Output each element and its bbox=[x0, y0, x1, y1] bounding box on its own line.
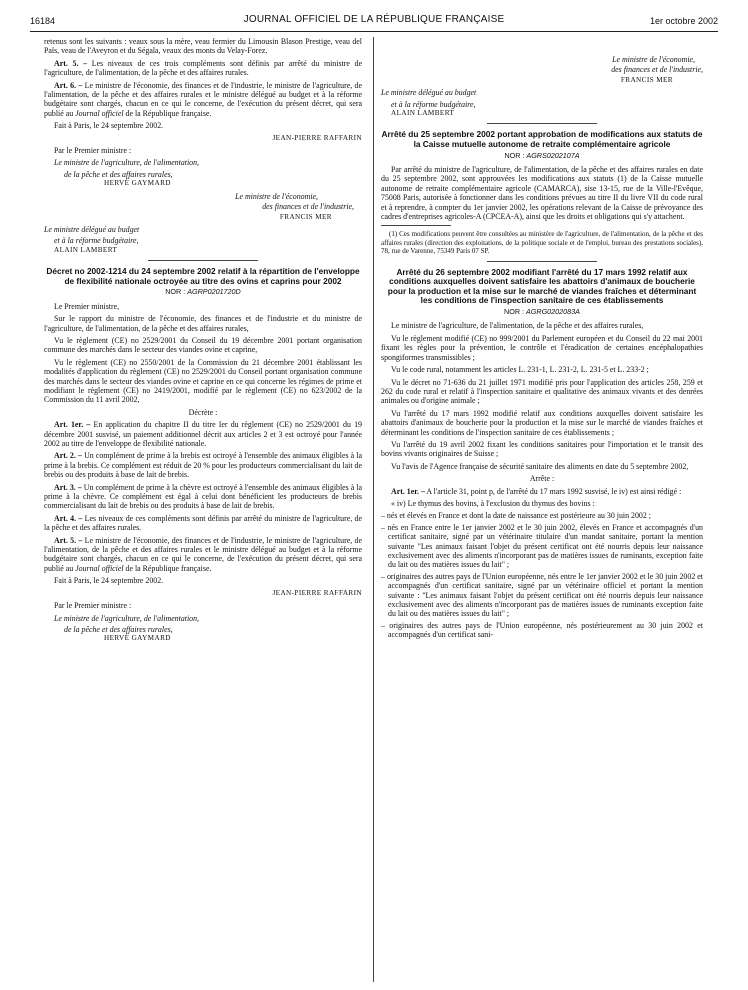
minister-agri-b: Le ministre de l'agriculture, de l'alimentation, bbox=[54, 613, 200, 623]
article-label: Art. 5. – bbox=[54, 535, 83, 545]
arrete-2-minister: Le ministre de l'agriculture, de l'alimentation, de la pêche et des affaires rurales, bbox=[391, 321, 644, 331]
signature-agri: HERVÉ GAYMARD bbox=[104, 179, 171, 188]
decree-article-1 bbox=[44, 420, 362, 448]
header-rule bbox=[30, 31, 718, 32]
journal-ref: Journal officiel bbox=[75, 108, 124, 118]
minister-agri-2: de la pêche et des affaires rurales, bbox=[64, 169, 173, 179]
minister-budget-r: Le ministre délégué au budget bbox=[381, 88, 477, 98]
journal-ref-tail: de la République française. bbox=[123, 108, 212, 118]
arrete-2-visa-6: Vu l'avis de l'Agence française de sécurité sanitaire des aliments en date du 5 septembre 2002, bbox=[391, 461, 689, 471]
signature-pm-2: JEAN-PIERRE RAFFARIN bbox=[272, 588, 362, 597]
article-text: Les niveaux de ces trois compléments sont définis par arrêté du ministre de l'agriculture, de l'alimentation, de la pêche et des affaires rurales. bbox=[44, 58, 362, 78]
signature-pm: JEAN-PIERRE RAFFARIN bbox=[272, 133, 362, 142]
footnote-rule bbox=[381, 225, 451, 226]
decree-decrete: Décrète : bbox=[188, 407, 218, 417]
arrete-2-arrete: Arrête : bbox=[529, 474, 555, 484]
article-text: Les niveaux de ces compléments sont définis par arrêté du ministre de l'agriculture, de la pêche et des affaires rurales. bbox=[44, 513, 362, 533]
journal-ref: Journal officiel bbox=[75, 563, 124, 573]
decree-pm: Le Premier ministre, bbox=[54, 301, 120, 311]
decree-article-3 bbox=[44, 483, 362, 511]
nor-label: NOR : bbox=[165, 287, 188, 297]
arrete-2-article-1 bbox=[381, 487, 703, 496]
article-label: Art. 4. – bbox=[54, 513, 83, 523]
arrete-1-body: Par arrêté du ministre de l'agriculture, de l'alimentation, de la pêche et des affaires rurales en date du 25 septembre 2002, sont approuvées les modifications aux statuts (1) de la Caisse mutuelle autonome de retraite complémentaire agricole (CAMARCA), sise 13-15, rue de la Ville-l'Evêque, 75008 Paris, autorisée à fonctionner dans les conditions prévues au titre II du livre VII du code rural et à reprendre, à compter du 1er janvier 2002, les opérations relevant de la Caisse de prévoyance des cadres d'entreprises agricoles-A (CPCEA-A), ainsi que les droits et obligations qui s'y attachent. bbox=[381, 165, 703, 222]
article-label: Art. 5. – bbox=[54, 58, 88, 68]
minister-eco-r: Le ministre de l'économie, bbox=[612, 55, 695, 64]
left-column bbox=[44, 37, 362, 647]
arrete-2-nor bbox=[381, 307, 703, 316]
minister-budget: Le ministre délégué au budget bbox=[44, 224, 140, 234]
article-text: Le ministre de l'économie, des finances et de l'industrie, le ministre de l'agriculture, de l'alimentation, de la pêche et des affaires rurales et le ministre délégué au budget et à la réforme budgétaire sont chargés, chacun en ce qui le concerne, de l'exécution du présent décret, qui sera publié au bbox=[44, 80, 362, 118]
intro-paragraph: retenus sont les suivants : veaux sous la mère, veau fermier du Limousin Blason Prestige, veau del Païs, veau de l'Aveyron et du Ségala, veaux des monts du Velay-Forez. bbox=[44, 37, 362, 56]
signature-budget: ALAIN LAMBERT bbox=[54, 245, 118, 254]
journal-ref-tail: de la République française. bbox=[123, 563, 212, 573]
nor-code: AGRG0202083A bbox=[526, 307, 580, 317]
page-header bbox=[30, 14, 718, 30]
arrete-2-visa-2: Vu le code rural, notamment les articles L. 231-1, L. 231-2, L. 231-5 et L. 233-2 ; bbox=[391, 365, 649, 375]
decree-visa-1: Sur le rapport du ministre de l'économie, des finances et de l'industrie et du ministre de l'agriculture, de l'alimentation, de la pêche et des affaires rurales, bbox=[44, 314, 362, 333]
list-item: – originaires des autres pays de l'Union européenne, nés postérieurement au 30 juin 2002 et accompagnés d'un certificat sani- bbox=[381, 620, 703, 640]
minister-agri: Le ministre de l'agriculture, de l'alimentation, bbox=[54, 158, 200, 168]
minister-eco-2: des finances et de l'industrie, bbox=[262, 202, 354, 212]
article-label: Art. 2. – bbox=[54, 451, 82, 461]
arrete-2-iv: « iv) Le thymus des bovins, à l'exclusion du thymus des bovins : bbox=[391, 498, 595, 508]
decree-nor bbox=[44, 287, 362, 296]
column-divider bbox=[373, 37, 374, 982]
article-text: A l'article 31, point p, de l'arrêté du 17 mars 1992 susvisé, le iv) est ainsi rédigé : bbox=[424, 486, 682, 496]
minister-eco-r-2: des finances et de l'industrie, bbox=[611, 65, 703, 75]
arrete-2-visa-1: Vu le règlement modifié (CE) no 999/2001 du Parlement européen et du Conseil du 22 mai 2001 fixant les règles pour la prévention, le contrôle et l'éradication de certaines encéphalopathies spongiformes transmissibles ; bbox=[381, 333, 703, 362]
decree-title: Décret no 2002-1214 du 24 septembre 2002 relatif à la répartition de l'enveloppe de flexibilité nationale octroyée au titre des ovins et caprins pour 2002 bbox=[46, 266, 360, 286]
separator bbox=[148, 260, 258, 261]
arrete-2-visa-5: Vu l'arrêté du 19 avril 2002 fixant les conditions sanitaires pour l'importation et le transit des bovins vivants originaires de Suisse ; bbox=[381, 439, 703, 459]
page-number: 16184 bbox=[30, 16, 56, 26]
article-text: En application du chapitre II du titre Ier du règlement (CE) no 2529/2001 du 19 décembre 2001 susvisé, un paiement additionnel décrit aux articles 2 et 3 est octroyé pour l'année 2002 au titre de l'enveloppe de flexibilité nationale. bbox=[44, 420, 362, 448]
arrete-2-title: Arrêté du 26 septembre 2002 modifiant l'arrêté du 17 mars 1992 relatif aux conditions auxquelles doivent satisfaire les abattoirs d'animaux de boucherie pour la production et la mise sur le marché de viandes fraîches et déterminant les conditions de l'inspection sanitaire de ces établissements bbox=[387, 266, 697, 306]
done-at-2: Fait à Paris, le 24 septembre 2002. bbox=[54, 576, 164, 586]
article-6 bbox=[44, 81, 362, 119]
done-at: Fait à Paris, le 24 septembre 2002. bbox=[54, 121, 164, 131]
signature-budget-r: ALAIN LAMBERT bbox=[391, 109, 455, 118]
article-label: Art. 1er. – bbox=[391, 486, 425, 496]
article-text: Le ministre de l'économie, des finances et de l'industrie, le ministre de l'agriculture, de l'alimentation, de la pêche et des affaires rurales et le ministre délégué au budget et à la réforme budgétaire sont chargés, chacun en ce qui le concerne, de l'exécution du présent décret, qui sera publié au bbox=[44, 535, 362, 573]
list-item: – originaires des autres pays de l'Union européenne, nés entre le 1er janvier 2002 et le 30 juin 2002 et accompagnés d'un certificat sanitaire, signé par un vétérinaire officiel et portant la mention suivante : "Les animaux faisant l'objet du présent certificat ont été nourris depuis leur naissance exclusivement avec des aliments n'incorporant pas de matières issues de ruminants exception faite du lait ou des matières issues du lait" ; bbox=[381, 571, 703, 619]
minister-budget-r-2: et à la réforme budgétaire, bbox=[391, 99, 476, 109]
signature-eco-r: FRANCIS MER bbox=[620, 75, 673, 84]
right-column bbox=[381, 37, 703, 642]
decree-article-5 bbox=[44, 536, 362, 574]
arrete-2-visa-3: Vu le décret no 71-636 du 21 juillet 1971 modifié pris pour l'application des articles 258, 259 et 262 du code rural et relatif à l'inspection sanitaire et qualitative des animaux vivants et des denrées animales ou d'origine animale ; bbox=[381, 377, 703, 406]
decree-visa-2: Vu le règlement (CE) no 2529/2001 du Conseil du 19 décembre 2001 portant organisation commune des marchés dans le secteur des viandes ovine et caprine, bbox=[44, 335, 362, 355]
separator bbox=[487, 261, 597, 262]
decree-article-2 bbox=[44, 451, 362, 479]
article-5 bbox=[44, 59, 362, 78]
arrete-1-title: Arrêté du 25 septembre 2002 portant approbation de modifications aux statuts de la Caisse mutuelle autonome de retraite complémentaire agricole bbox=[381, 129, 703, 150]
signature-agri-b: HERVÉ GAYMARD bbox=[104, 634, 171, 643]
minister-eco: Le ministre de l'économie, bbox=[235, 191, 318, 201]
arrete-1-nor bbox=[381, 151, 703, 160]
list-item: – nés en France entre le 1er janvier 2002 et le 30 juin 2002, élevés en France et accompagnés d'un certificat sanitaire, signé par un vétérinaire titulaire d'un mandat sanitaire, portant la mention suivante "Les animaux faisant l'objet du présent certificat ont été nourris depuis leur naissance exclusivement avec des aliments n'incorporant pas de matières issues de ruminants, exception faite du lait ou des matières issues du lait" ; bbox=[381, 522, 703, 570]
signature-eco: FRANCIS MER bbox=[279, 212, 332, 221]
by-pm-2: Par le Premier ministre : bbox=[54, 601, 132, 611]
issue-date: 1er octobre 2002 bbox=[649, 16, 718, 26]
nor-code: AGRP0201720D bbox=[187, 287, 241, 297]
decree-visa-3: Vu le règlement (CE) no 2550/2001 de la Commission du 21 décembre 2001 établissant les modalités d'application du règlement (CE) no 2529/2001 du Conseil portant organisation commune des marchés dans le secteur des viandes ovine et caprine en ce qui concerne les régimes de prime et modifiant le règlement (CE) no 2419/2001, modifié par le règlement (CE) no 623/2002 de la Commission du 11 avril 2002, bbox=[44, 357, 362, 405]
footnote: (1) Ces modifications peuvent être consultées au ministère de l'agriculture, de l'alimentation, de la pêche et des affaires rurales (direction des exploitations, de la politique sociale et de l'emploi, bureau des prestations sociales), 78, rue de Varenne, 75349 Paris 07 SP. bbox=[381, 230, 703, 256]
decree-article-4 bbox=[44, 514, 362, 533]
nor-label: NOR : bbox=[504, 307, 526, 317]
arrete-2-visa-4: Vu l'arrêté du 17 mars 1992 modifié relatif aux conditions auxquelles doivent satisfaire les abattoirs d'animaux de boucherie pour la production et la mise sur le marché de viandes fraîches et déterminant les conditions de l'inspection sanitaire de ces établissements ; bbox=[381, 408, 703, 437]
separator bbox=[487, 123, 597, 124]
by-pm: Par le Premier ministre : bbox=[54, 146, 132, 156]
journal-title: JOURNAL OFFICIEL DE LA RÉPUBLIQUE FRANÇAISE bbox=[243, 14, 505, 25]
nor-code: AGRS0202107A bbox=[526, 150, 580, 160]
minister-agri-b-2: de la pêche et des affaires rurales, bbox=[64, 624, 173, 634]
article-label: Art. 3. – bbox=[54, 482, 82, 492]
article-text: Un complément de prime à la chèvre est octroyé à l'ensemble des animaux éligibles à la prime à la chèvre. Ce complément est égal à celui dont bénéficient les producteurs de brebis commercialisant du lait de brebis ou des produits à base de lait de brebis. bbox=[44, 482, 362, 511]
article-label: Art. 6. – bbox=[54, 80, 83, 90]
article-label: Art. 1er. – bbox=[54, 420, 91, 430]
minister-budget-2: et à la réforme budgétaire, bbox=[54, 236, 139, 246]
nor-label: NOR : bbox=[504, 150, 527, 160]
article-text: Un complément de prime à la brebis est octroyé à l'ensemble des animaux éligibles à la prime à la brebis. Ce complément est réduit de 20 % pour les producteurs commercialisant du lait de brebis ou des produits à base de lait de brebis. bbox=[44, 451, 362, 480]
list-item: – nés et élevés en France et dont la date de naissance est postérieure au 30 juin 2002 ; bbox=[381, 511, 651, 521]
